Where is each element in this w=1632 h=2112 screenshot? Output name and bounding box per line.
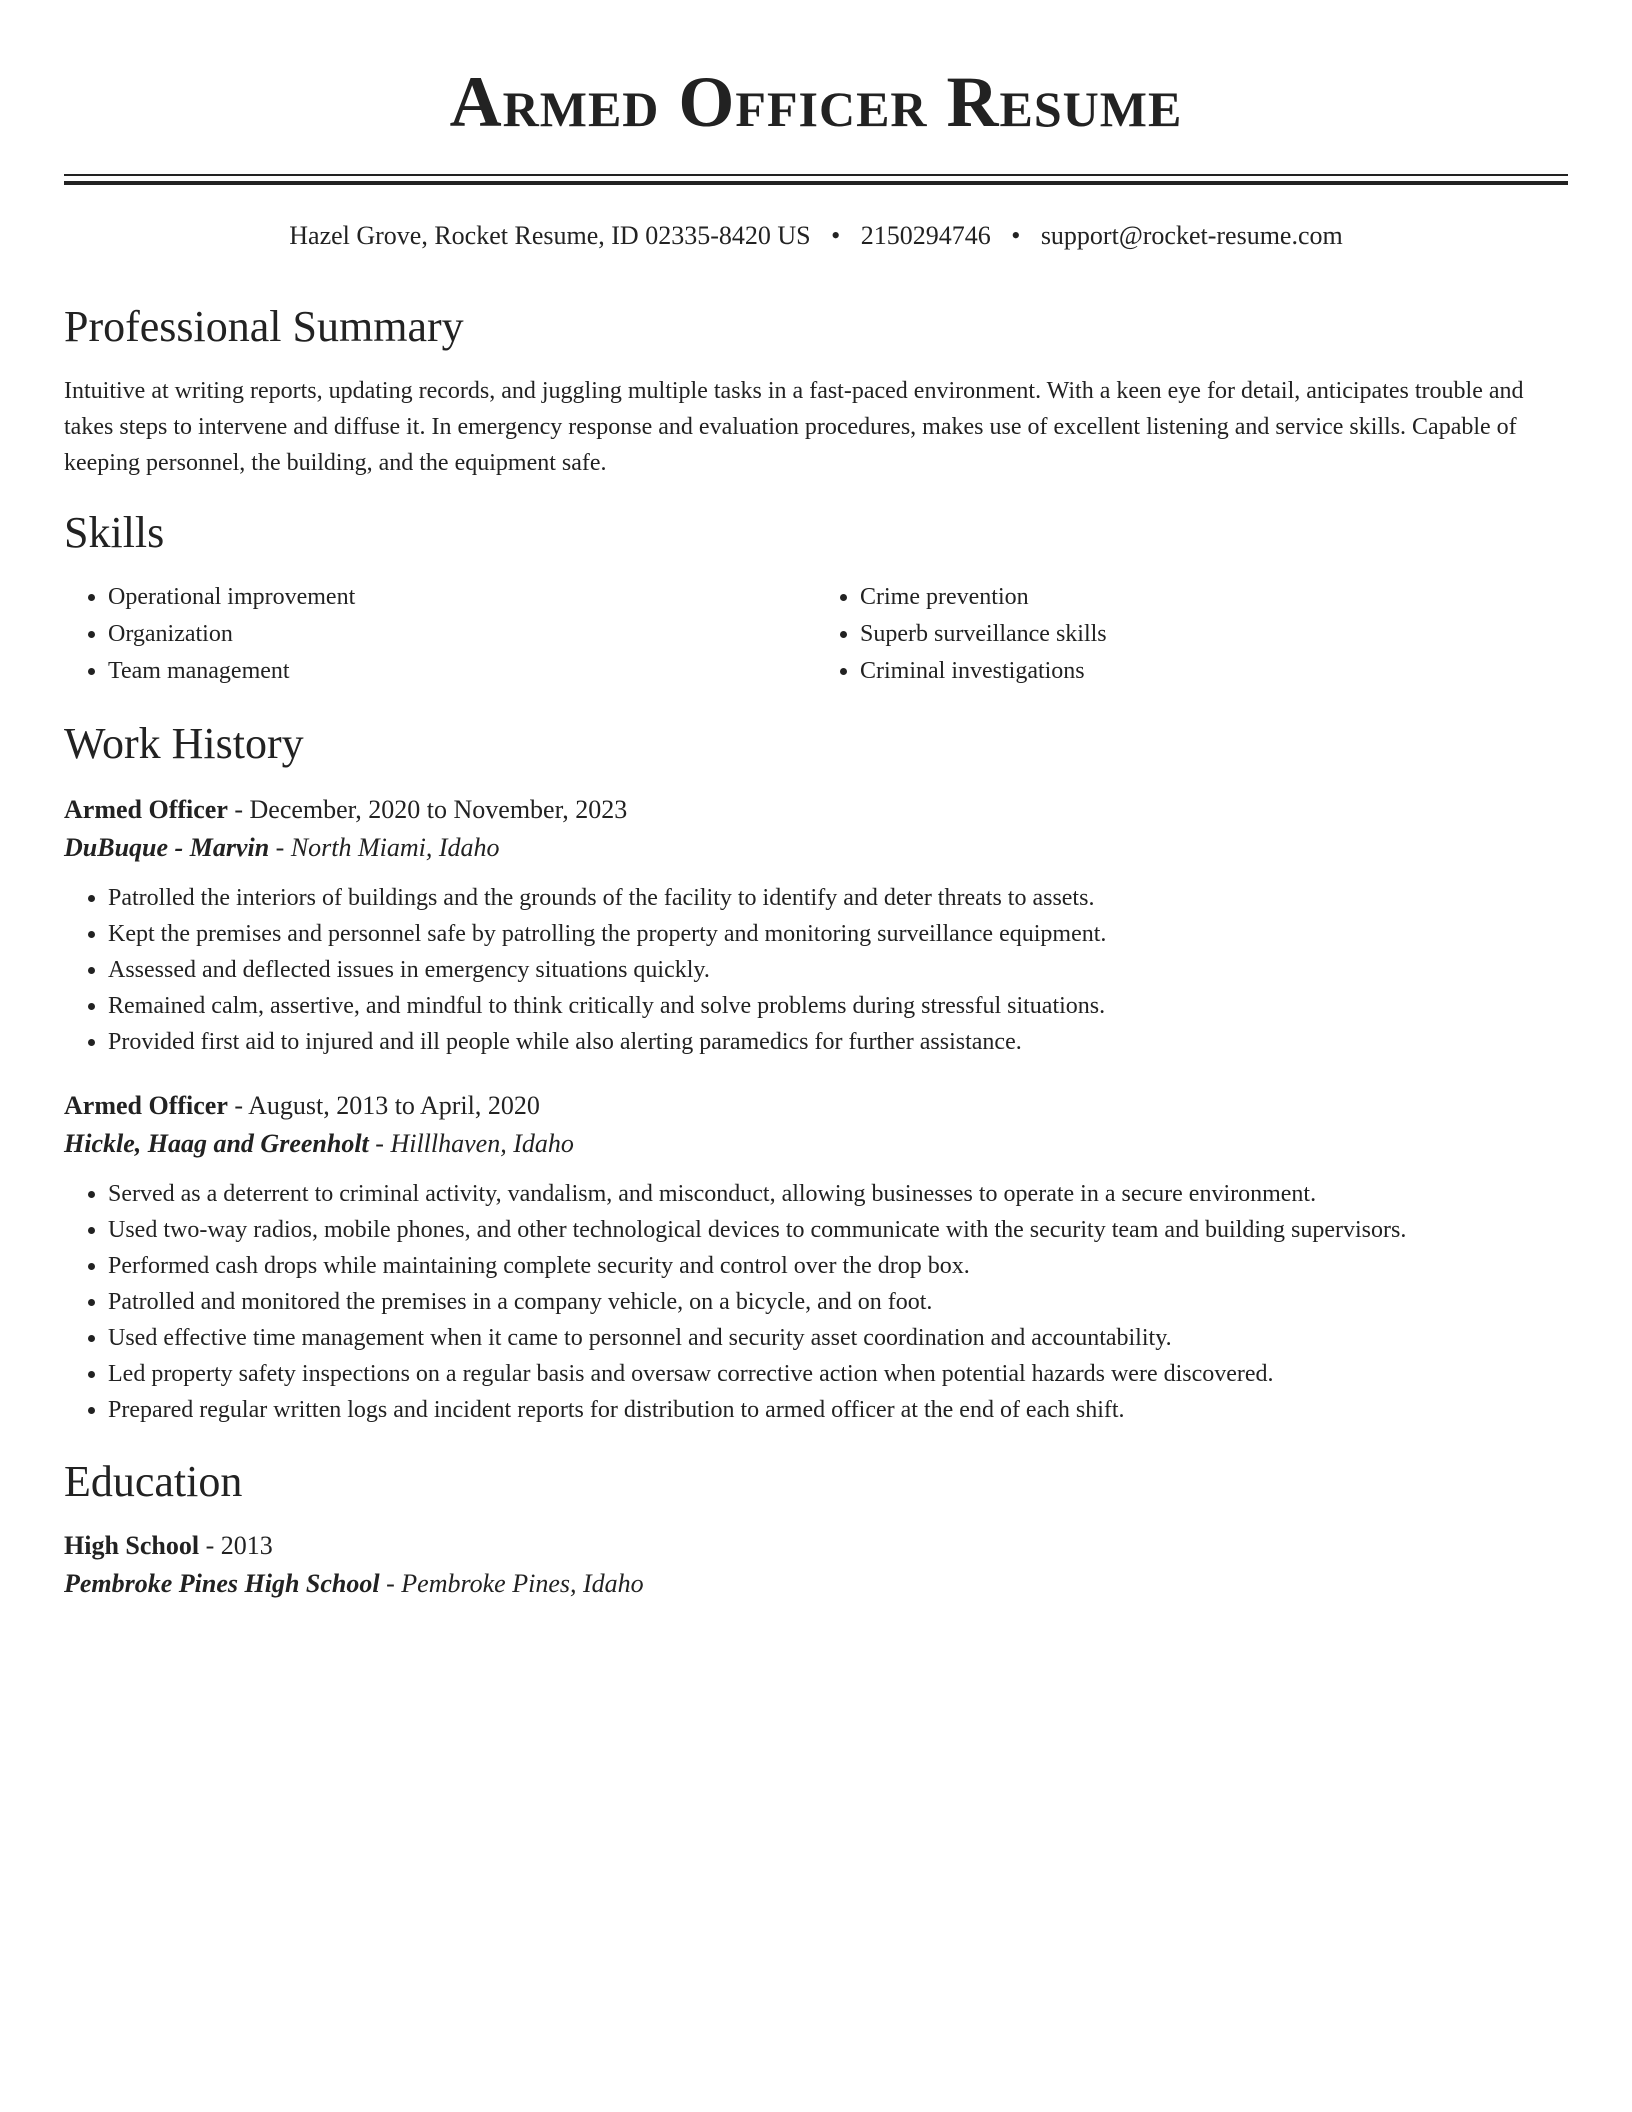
summary-text: Intuitive at writing reports, updating records, and juggling multiple tasks in a fast-paced environment. With a keen eye for detail, anticipates trouble and takes steps to intervene and diffuse it. In emergency response and evaluation procedures, makes use of excellent listening and service skills. Capable of keeping personnel, the building, and the equipment safe. <box>64 378 1524 476</box>
contact-separator: • <box>1011 221 1021 250</box>
skill-item: • Organization <box>108 616 816 653</box>
contact-line <box>64 219 1568 253</box>
job-dates: - December, 2020 to November, 2023 <box>227 795 628 824</box>
contact-email: support@rocket-resume.com <box>1040 221 1343 250</box>
skills-heading: Skills <box>64 508 165 557</box>
resume-title: Armed Officer Resume <box>449 62 1183 142</box>
education-degree: High School <box>64 1531 200 1560</box>
job-duties <box>64 1176 1568 1428</box>
contact-address: Hazel Grove, Rocket Resume, ID 02335-8420 US <box>289 221 811 250</box>
job-company: DuBuque - Marvin <box>64 833 270 862</box>
title-rule-thin <box>64 174 1568 176</box>
job-entry <box>64 792 1568 1060</box>
job-duty: • Used two-way radios, mobile phones, and other technological devices to communicate with the security team and building supervisors. <box>108 1212 1568 1248</box>
skill-item: • Crime prevention <box>860 579 1568 616</box>
job-employer <box>64 1124 1568 1164</box>
job-duties <box>64 880 1568 1060</box>
job-location: - Hilllhaven, Idaho <box>368 1129 574 1158</box>
skill-item: • Operational improvement <box>108 579 816 616</box>
skills-list <box>64 579 1568 690</box>
job-duty: • Patrolled the interiors of buildings and the grounds of the facility to identify and deter threats to assets. <box>108 880 1568 916</box>
skill-item: • Team management <box>108 653 816 690</box>
education-school: Pembroke Pines High School <box>64 1569 380 1598</box>
education-heading: Education <box>64 1457 243 1506</box>
job-entry <box>64 1088 1568 1428</box>
contact-phone: 2150294746 <box>860 221 991 250</box>
skill-item: • Superb surveillance skills <box>860 616 1568 653</box>
job-dates: - August, 2013 to April, 2020 <box>227 1091 540 1120</box>
education-year: - 2013 <box>199 1531 273 1560</box>
education-entry <box>64 1528 1568 1604</box>
job-employer <box>64 828 1568 868</box>
skills-column-right <box>816 579 1568 690</box>
education-header <box>64 1528 1568 1564</box>
title-rule-thick <box>64 181 1568 185</box>
job-duty: • Remained calm, assertive, and mindful to think critically and solve problems during stressful situations. <box>108 988 1568 1024</box>
job-duty: • Assessed and deflected issues in emergency situations quickly. <box>108 952 1568 988</box>
job-location: - North Miami, Idaho <box>269 833 500 862</box>
job-duty: • Patrolled and monitored the premises in a company vehicle, on a bicycle, and on foot. <box>108 1284 1568 1320</box>
skill-item: • Criminal investigations <box>860 653 1568 690</box>
job-duty: • Led property safety inspections on a regular basis and oversaw corrective action when potential hazards were discovered. <box>108 1356 1568 1392</box>
job-duty: • Served as a deterrent to criminal activity, vandalism, and misconduct, allowing businesses to operate in a secure environment. <box>108 1176 1568 1212</box>
job-duty: • Performed cash drops while maintaining complete security and control over the drop box. <box>108 1248 1568 1284</box>
job-duty: • Used effective time management when it came to personnel and security asset coordination and accountability. <box>108 1320 1568 1356</box>
job-duty: • Kept the premises and personnel safe by patrolling the property and monitoring surveillance equipment. <box>108 916 1568 952</box>
job-header <box>64 792 1568 828</box>
education-institution <box>64 1564 1568 1604</box>
job-duty: • Provided first aid to injured and ill people while also alerting paramedics for further assistance. <box>108 1024 1568 1060</box>
contact-separator: • <box>831 221 841 250</box>
job-duty: • Prepared regular written logs and incident reports for distribution to armed officer at the end of each shift. <box>108 1392 1568 1428</box>
job-header <box>64 1088 1568 1124</box>
job-company: Hickle, Haag and Greenholt <box>64 1129 369 1158</box>
job-title: Armed Officer <box>64 795 228 824</box>
education-location: - Pembroke Pines, Idaho <box>379 1569 644 1598</box>
job-title: Armed Officer <box>64 1091 228 1120</box>
skills-column-left <box>64 579 816 690</box>
work-history-heading: Work History <box>64 719 304 768</box>
summary-heading: Professional Summary <box>64 302 464 351</box>
